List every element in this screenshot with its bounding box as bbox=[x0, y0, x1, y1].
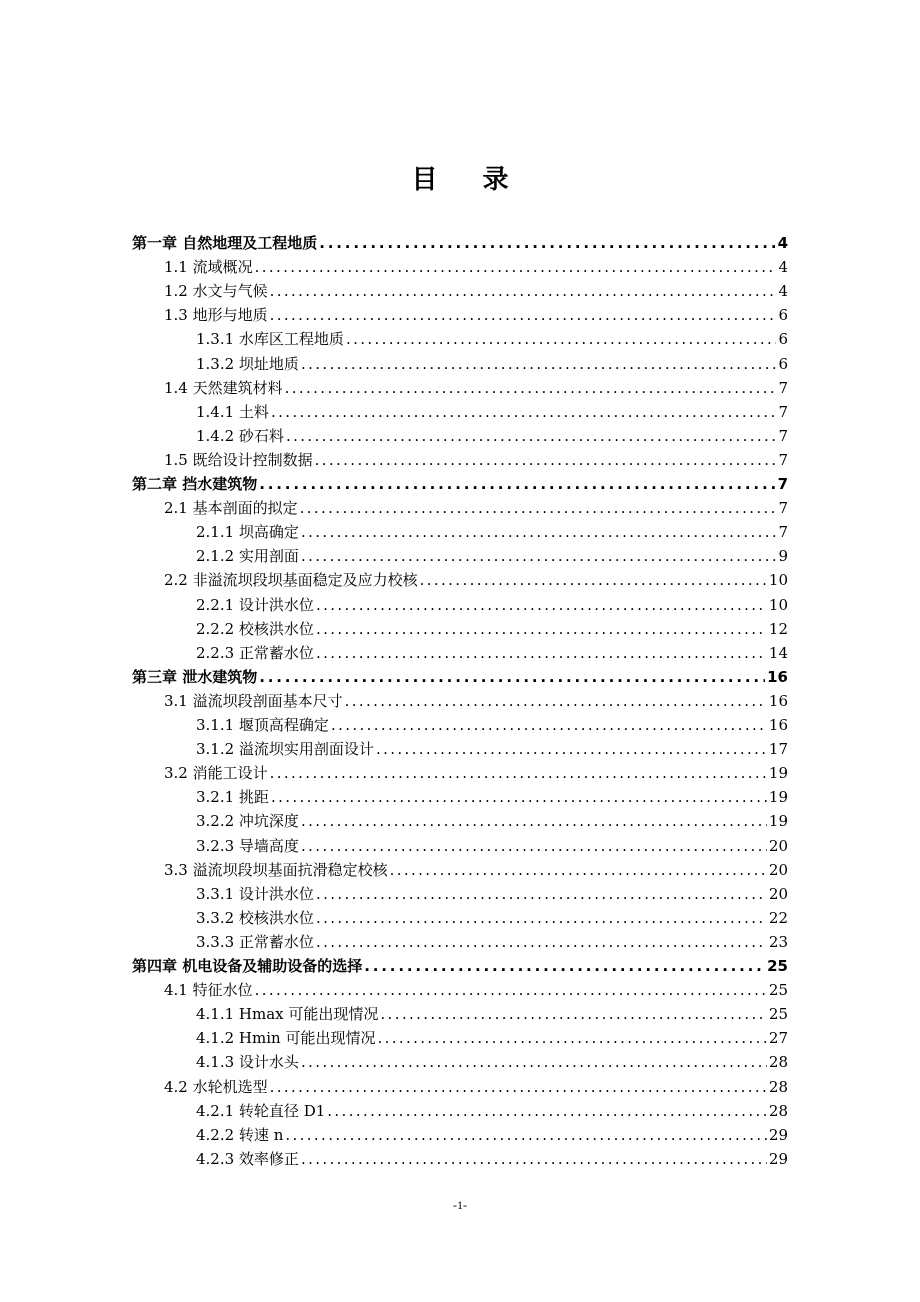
toc-entry-page: 6 bbox=[778, 330, 788, 348]
toc-dot-leader bbox=[390, 860, 767, 880]
toc-entry-title: 1.4 天然建筑材料 bbox=[164, 379, 283, 397]
toc-entry[interactable] bbox=[164, 976, 788, 1000]
toc-dot-leader bbox=[270, 1077, 767, 1097]
toc-entry[interactable] bbox=[164, 253, 788, 277]
toc-entry-page: 17 bbox=[768, 740, 788, 758]
toc-entry[interactable] bbox=[196, 783, 788, 807]
toc-dot-leader bbox=[301, 811, 767, 831]
toc-entry[interactable] bbox=[196, 1024, 788, 1048]
toc-entry[interactable] bbox=[196, 1048, 788, 1072]
toc-entry-title: 3.1.2 溢流坝实用剖面设计 bbox=[196, 740, 374, 758]
toc-entry-title: 第一章 自然地理及工程地质 bbox=[132, 234, 318, 252]
toc-dot-leader bbox=[301, 522, 777, 542]
toc-entry[interactable] bbox=[164, 277, 788, 301]
toc-entry[interactable] bbox=[164, 856, 788, 880]
toc-dot-leader bbox=[331, 715, 767, 735]
toc-dot-leader bbox=[271, 787, 767, 807]
toc-entry[interactable] bbox=[196, 518, 788, 542]
toc-entry-page: 23 bbox=[768, 933, 788, 951]
toc-entry[interactable] bbox=[164, 301, 788, 325]
toc-entry-title: 2.2.1 设计洪水位 bbox=[196, 596, 314, 614]
toc-entry[interactable] bbox=[196, 615, 788, 639]
toc-entry-page: 20 bbox=[768, 885, 788, 903]
toc-entry-page: 9 bbox=[778, 547, 788, 565]
toc-entry-page: 4 bbox=[777, 234, 788, 252]
toc-entry[interactable] bbox=[196, 904, 788, 928]
toc-dot-leader bbox=[270, 305, 777, 325]
toc-dot-leader bbox=[316, 643, 767, 663]
toc-entry-page: 25 bbox=[768, 981, 788, 999]
toc-dot-leader bbox=[316, 619, 767, 639]
toc-entry-page: 10 bbox=[768, 596, 788, 614]
toc-entry-page: 29 bbox=[768, 1126, 788, 1144]
toc-entry-page: 19 bbox=[768, 812, 788, 830]
toc-entry[interactable] bbox=[196, 1097, 788, 1121]
toc-entry-title: 2.2.2 校核洪水位 bbox=[196, 620, 314, 638]
toc-dot-leader bbox=[255, 257, 777, 277]
toc-entry-page: 16 bbox=[768, 692, 788, 710]
toc-dot-leader bbox=[315, 450, 777, 470]
toc-entry-title: 第二章 挡水建筑物 bbox=[132, 475, 258, 493]
toc-dot-leader bbox=[346, 329, 777, 349]
toc-entry-title: 4.1.2 Hmin 可能出现情况 bbox=[196, 1029, 376, 1047]
toc-dot-leader bbox=[270, 763, 767, 783]
toc-entry[interactable] bbox=[132, 663, 788, 687]
toc-entry[interactable] bbox=[132, 470, 788, 494]
toc-entry[interactable] bbox=[164, 494, 788, 518]
toc-dot-leader bbox=[316, 932, 767, 952]
toc-dot-leader bbox=[286, 426, 777, 446]
toc-entry[interactable] bbox=[164, 1073, 788, 1097]
toc-entry-page: 22 bbox=[768, 909, 788, 927]
toc-entry[interactable] bbox=[164, 687, 788, 711]
toc-entry[interactable] bbox=[196, 639, 788, 663]
toc-dot-leader bbox=[285, 1125, 767, 1145]
toc-dot-leader bbox=[376, 739, 767, 759]
toc-entry-page: 19 bbox=[768, 788, 788, 806]
toc-entry-title: 3.3 溢流坝段坝基面抗滑稳定校核 bbox=[164, 861, 388, 879]
toc-entry-title: 1.3 地形与地质 bbox=[164, 306, 268, 324]
toc-dot-leader bbox=[255, 980, 767, 1000]
toc-entry-page: 7 bbox=[778, 451, 788, 469]
toc-entry-title: 4.2 水轮机选型 bbox=[164, 1078, 268, 1096]
toc-entry-title: 4.1 特征水位 bbox=[164, 981, 253, 999]
toc-entry-page: 4 bbox=[778, 282, 788, 300]
toc-entry-page: 7 bbox=[778, 403, 788, 421]
toc-entry-title: 第三章 泄水建筑物 bbox=[132, 668, 258, 686]
toc-entry[interactable] bbox=[164, 374, 788, 398]
toc-entry-title: 3.2.3 导墙高度 bbox=[196, 837, 299, 855]
toc-dot-leader bbox=[259, 474, 775, 494]
toc-entry-page: 12 bbox=[768, 620, 788, 638]
toc-entry[interactable] bbox=[196, 1145, 788, 1169]
toc-entry-page: 7 bbox=[778, 379, 788, 397]
toc-entry-title: 1.2 水文与气候 bbox=[164, 282, 268, 300]
toc-entry-title: 4.2.3 效率修正 bbox=[196, 1150, 299, 1168]
toc-entry-page: 27 bbox=[768, 1029, 788, 1047]
toc-entry-title: 4.1.1 Hmax 可能出现情况 bbox=[196, 1005, 379, 1023]
toc-dot-leader bbox=[316, 908, 767, 928]
toc-entry-title: 3.1 溢流坝段剖面基本尺寸 bbox=[164, 692, 343, 710]
toc-entry-title: 2.2.3 正常蓄水位 bbox=[196, 644, 314, 662]
toc-entry-title: 3.3.1 设计洪水位 bbox=[196, 885, 314, 903]
toc-dot-leader bbox=[420, 570, 767, 590]
toc-entry[interactable] bbox=[196, 1121, 788, 1145]
toc-entry-page: 16 bbox=[767, 668, 788, 686]
toc-dot-leader bbox=[319, 233, 775, 253]
toc-entry[interactable] bbox=[164, 566, 788, 590]
toc-entry-title: 3.3.3 正常蓄水位 bbox=[196, 933, 314, 951]
toc-dot-leader bbox=[301, 354, 777, 374]
toc-entry[interactable] bbox=[132, 229, 788, 253]
toc-entry-title: 1.4.1 土料 bbox=[196, 403, 269, 421]
toc-entry-page: 20 bbox=[768, 837, 788, 855]
toc-entry-page: 4 bbox=[778, 258, 788, 276]
toc-entry[interactable] bbox=[196, 711, 788, 735]
toc-dot-leader bbox=[316, 884, 767, 904]
toc-dot-leader bbox=[300, 498, 777, 518]
toc-entry[interactable] bbox=[132, 952, 788, 976]
toc-entry-page: 20 bbox=[768, 861, 788, 879]
toc-entry-page: 6 bbox=[778, 355, 788, 373]
toc-dot-leader bbox=[285, 378, 777, 398]
toc-entry-title: 3.2.2 冲坑深度 bbox=[196, 812, 299, 830]
toc-entry[interactable] bbox=[196, 832, 788, 856]
toc-entry-page: 7 bbox=[778, 427, 788, 445]
toc-entry-page: 25 bbox=[767, 957, 788, 975]
toc-dot-leader bbox=[270, 281, 777, 301]
toc-dot-leader bbox=[301, 1149, 767, 1169]
toc-entry[interactable] bbox=[196, 928, 788, 952]
toc-entry[interactable] bbox=[196, 880, 788, 904]
toc-entry-page: 7 bbox=[778, 499, 788, 517]
toc-dot-leader bbox=[380, 1004, 766, 1024]
toc-entry-title: 2.1.1 坝高确定 bbox=[196, 523, 299, 541]
toc-entry-title: 4.2.1 转轮直径 D1 bbox=[196, 1102, 326, 1120]
toc-entry-page: 16 bbox=[768, 716, 788, 734]
toc-entry-title: 4.2.2 转速 n bbox=[196, 1126, 284, 1144]
toc-entry-title: 1.5 既给设计控制数据 bbox=[164, 451, 313, 469]
page-title: 目 录 bbox=[411, 165, 527, 195]
toc-entry-title: 1.1 流域概况 bbox=[164, 258, 253, 276]
toc-entry[interactable] bbox=[164, 759, 788, 783]
toc-entry[interactable] bbox=[196, 542, 788, 566]
toc-entry[interactable] bbox=[196, 735, 788, 759]
toc-entry-title: 2.1.2 实用剖面 bbox=[196, 547, 299, 565]
toc-entry-title: 2.2 非溢流坝段坝基面稳定及应力校核 bbox=[164, 571, 418, 589]
toc-entry-title: 3.2 消能工设计 bbox=[164, 764, 268, 782]
toc-entry-page: 19 bbox=[768, 764, 788, 782]
toc-entry-title: 4.1.3 设计水头 bbox=[196, 1053, 299, 1071]
toc-entry-title: 1.4.2 砂石料 bbox=[196, 427, 284, 445]
toc-dot-leader bbox=[364, 956, 765, 976]
toc-entry-title: 2.1 基本剖面的拟定 bbox=[164, 499, 298, 517]
toc-entry[interactable] bbox=[196, 1000, 788, 1024]
toc-entry-title: 3.3.2 校核洪水位 bbox=[196, 909, 314, 927]
toc-dot-leader bbox=[301, 836, 767, 856]
toc-entry[interactable] bbox=[196, 807, 788, 831]
toc-entry-page: 7 bbox=[777, 475, 788, 493]
toc-dot-leader bbox=[301, 1052, 767, 1072]
toc-dot-leader bbox=[271, 402, 777, 422]
toc-entry-title: 1.3.2 坝址地质 bbox=[196, 355, 299, 373]
toc-entry-title: 第四章 机电设备及辅助设备的选择 bbox=[132, 957, 363, 975]
toc-entry-page: 28 bbox=[768, 1102, 788, 1120]
toc-entry-title: 1.3.1 水库区工程地质 bbox=[196, 330, 344, 348]
toc-entry[interactable] bbox=[196, 350, 788, 374]
toc-entry-page: 7 bbox=[778, 523, 788, 541]
toc-entry[interactable] bbox=[196, 398, 788, 422]
toc-dot-leader bbox=[316, 595, 767, 615]
toc-entry-page: 28 bbox=[768, 1053, 788, 1071]
toc-entry[interactable] bbox=[196, 591, 788, 615]
toc-entry[interactable] bbox=[196, 422, 788, 446]
toc-entry-page: 14 bbox=[768, 644, 788, 662]
toc-dot-leader bbox=[259, 667, 765, 687]
toc-entry[interactable] bbox=[196, 325, 788, 349]
toc-dot-leader bbox=[301, 546, 777, 566]
toc-entry-page: 10 bbox=[768, 571, 788, 589]
toc-entry-title: 3.1.1 堰顶高程确定 bbox=[196, 716, 329, 734]
toc-dot-leader bbox=[345, 691, 767, 711]
toc-entry-title: 3.2.1 挑距 bbox=[196, 788, 269, 806]
toc-dot-leader bbox=[377, 1028, 766, 1048]
page-number: -1- bbox=[453, 1198, 467, 1212]
toc-entry[interactable] bbox=[164, 446, 788, 470]
toc-entry-page: 6 bbox=[778, 306, 788, 324]
toc-entry-page: 29 bbox=[768, 1150, 788, 1168]
toc-entry-page: 28 bbox=[768, 1078, 788, 1096]
toc-dot-leader bbox=[327, 1101, 767, 1121]
toc-entry-page: 25 bbox=[768, 1005, 788, 1023]
